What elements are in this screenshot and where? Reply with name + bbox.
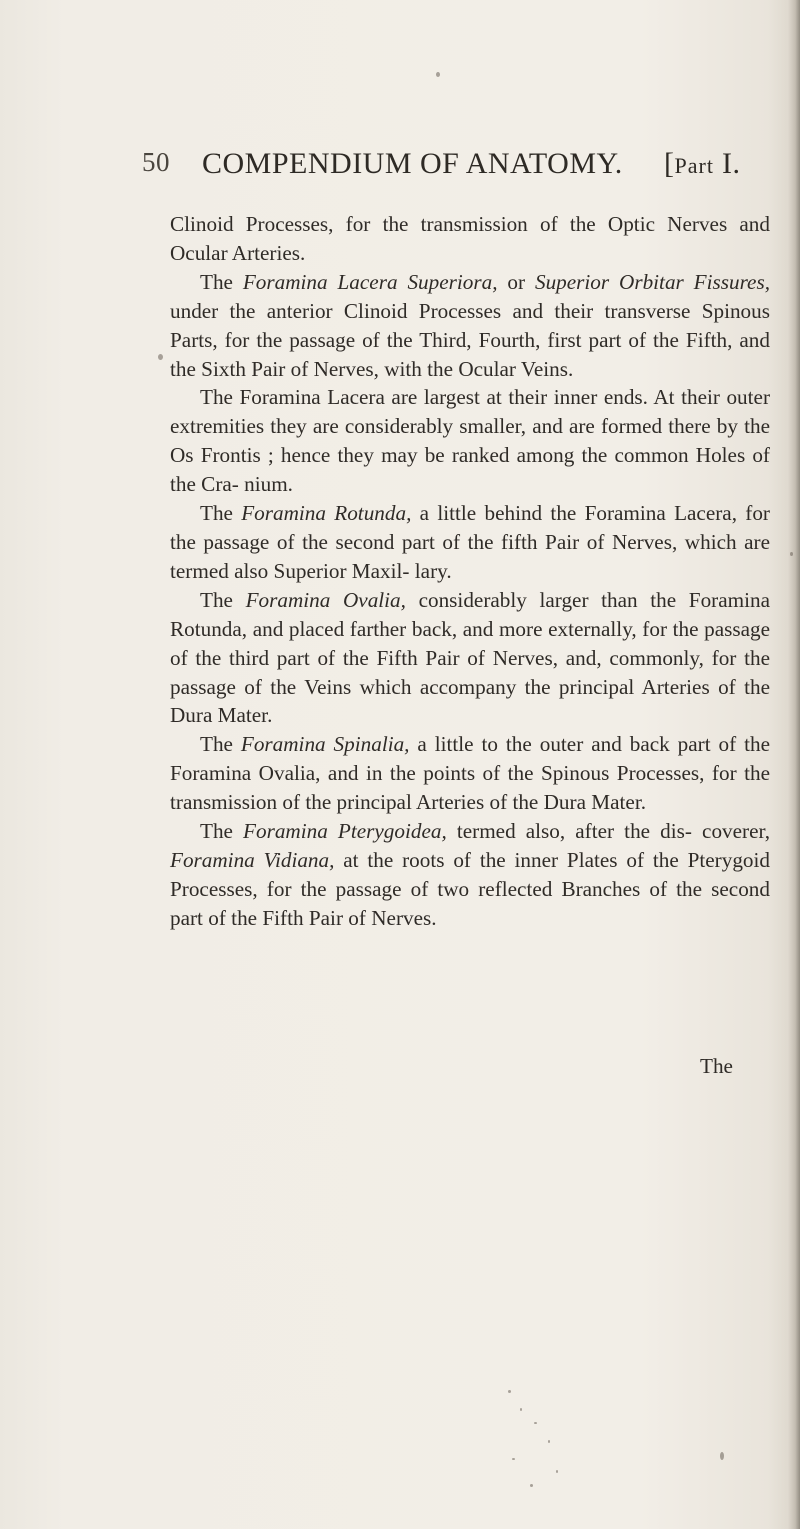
paragraph-foramina-lacera	[170, 383, 770, 499]
paper-speck	[530, 1484, 533, 1487]
paragraph-foramina-lacera-superiora	[170, 268, 770, 384]
text-run: at the roots of the inner Plates of the Pterygoid Processes, for the passage of two reflected Branches of the second part of the Fifth Pair of Nerves.	[170, 847, 770, 930]
part-number: I.	[721, 147, 741, 180]
italic-term: Foramina Lacera Superiora,	[242, 269, 498, 294]
paper-speck	[520, 1408, 522, 1411]
text-run: a little behind the Foramina Lacera, for the passage of the second part of the fifth Pair of Nerves, which are termed also Superior Maxil- lary.	[170, 501, 770, 583]
text-run: termed also, after the dis- coverer,	[446, 819, 770, 844]
paper-speck	[508, 1390, 511, 1393]
italic-term: Foramina Pterygoidea,	[243, 819, 447, 844]
part-label: Part	[674, 153, 714, 178]
text-run: under the anterior Clinoid Processes and their transverse Spinous Parts, for the passage of the Third, Fourth, first part of the Fifth, and the Sixth Pair of Nerves, with the Ocular Veins.	[170, 298, 770, 381]
text-run: The	[200, 501, 242, 526]
paragraph-foramina-rotunda	[170, 499, 770, 586]
catchword: The	[700, 1054, 733, 1078]
body-text	[170, 210, 770, 933]
text-run: Clinoid Processes, for the transmission of the Optic Nerves and Ocular Arteries.	[170, 212, 770, 265]
paper-speck	[512, 1458, 515, 1460]
text-run: a little to the outer and back part of the Foramina Ovalia, and in the points of the Spinous Processes, for the transmission of the principal Arteries of the Dura Mater.	[170, 732, 770, 815]
paper-speck	[158, 354, 163, 360]
text-run: The	[200, 269, 243, 294]
text-run: The	[200, 732, 241, 757]
italic-term: Foramina Spinalia,	[240, 732, 410, 757]
running-header	[142, 147, 792, 187]
page-edge-shadow	[788, 0, 800, 1529]
paper-speck	[436, 72, 440, 77]
paragraph-foramina-spinalia	[170, 730, 770, 817]
paper-speck	[556, 1470, 558, 1473]
text-run: considerably larger than the Foramina Rotunda, and placed farther back, and more externally, for the passage of the third part of the Fifth Pair of Nerves, and, commonly, for the passage of the Veins which accompany the principal Arteries of the Dura Mater.	[170, 587, 770, 728]
paragraph-optic-nerves	[170, 210, 770, 268]
text-run: The	[200, 819, 244, 844]
italic-term: Foramina Ovalia,	[245, 587, 406, 612]
text-run: The Foramina Lacera are largest at their inner ends. At their outer extremities they are considerably smaller, and are formed there by the Os Frontis ; hence they may be ranked among the common Holes of the Cra- nium.	[170, 385, 770, 497]
part-bracket: [	[664, 147, 675, 180]
italic-term: Superior Orbitar Fissures,	[534, 269, 771, 294]
italic-term: Foramina Vidiana,	[170, 847, 335, 872]
running-title: COMPENDIUM OF ANATOMY.	[202, 147, 623, 180]
italic-term: Foramina Rotunda,	[241, 501, 412, 526]
paragraph-foramina-ovalia	[170, 586, 770, 731]
paper-speck	[790, 552, 793, 556]
paragraph-foramina-pterygoidea	[170, 817, 770, 933]
paper-speck	[720, 1452, 724, 1460]
paper-speck	[534, 1422, 537, 1424]
page-number: 50	[142, 147, 170, 177]
text-run: or	[497, 269, 535, 294]
part-marker	[664, 147, 740, 181]
paper-speck	[548, 1440, 550, 1443]
text-run: The	[200, 587, 246, 612]
